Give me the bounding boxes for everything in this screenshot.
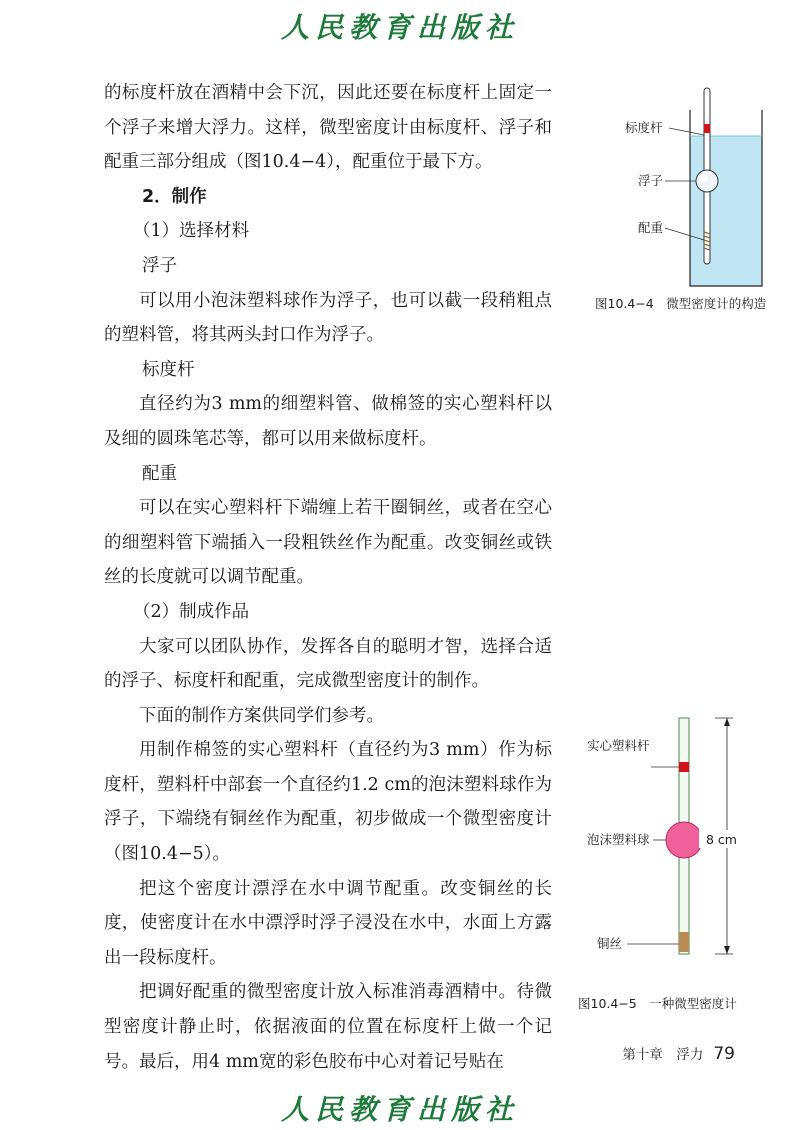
label-rod: 标度杆	[625, 120, 663, 135]
paragraph: 把调好配重的微型密度计放入标准消毒酒精中。待微型密度计静止时，依据液面的位置在标度杆上做一个记号。最后，用4 mm宽的彩色胶布中心对着记号贴在	[104, 982, 552, 1072]
publisher-header: 人民教育出版社	[280, 11, 519, 44]
figure2-drawing	[575, 712, 790, 982]
dim-label: 8 cm	[706, 832, 737, 847]
label-ball: 泡沫塑料球	[587, 832, 650, 847]
section-heading: （1）选择材料	[133, 221, 250, 242]
paragraph: 直径约为3 mm的细塑料管、做棉签的实心塑料杆以及细的圆珠笔芯等，都可以用来做标度杆。	[104, 394, 552, 449]
figure-densimeter-structure	[595, 80, 795, 320]
leader-rod	[669, 128, 704, 135]
label-float: 浮子	[638, 173, 664, 188]
section-heading: 标度杆	[142, 359, 195, 380]
figure1-drawing	[595, 80, 795, 320]
paragraph: 的标度杆放在酒精中会下沉，因此还要在标度杆上固定一个浮子来增大浮力。这样，微型密度计由标度杆、浮子和配重三部分组成（图10.4−4），配重位于最下方。	[104, 83, 552, 173]
copper-wire	[679, 932, 689, 952]
label-wire: 铜丝	[597, 936, 623, 951]
float-highlight	[700, 174, 708, 182]
water	[690, 136, 762, 286]
dim-arrow-bottom	[724, 946, 730, 954]
figure1-caption: 图10.4−4 微型密度计的构造	[595, 296, 767, 311]
dim-arrow-top	[724, 718, 730, 726]
paragraph: 下面的制作方案供同学们参考。	[139, 705, 384, 726]
section-heading: 配重	[142, 463, 177, 484]
paragraph: 把这个密度计漂浮在水中调节配重。改变铜丝的长度，使密度计在水中漂浮时浮子浸没在水中，水面上方露出一段标度杆。	[104, 878, 552, 968]
red-mark	[704, 124, 710, 133]
figure2-caption: 图10.4−5 一种微型密度计	[578, 996, 737, 1011]
label-rod: 实心塑料杆	[587, 738, 650, 753]
red-mark	[679, 762, 689, 772]
publisher-footer: 人民教育出版社	[280, 1093, 519, 1126]
page-footer	[622, 1043, 735, 1064]
body-text	[104, 76, 552, 1079]
paragraph: 可以在实心塑料杆下端缠上若干圈铜丝，或者在空心的细塑料管下端插入一段粗铁丝作为配重。改变铜丝或铁丝的长度就可以调节配重。	[104, 498, 552, 588]
label-weight: 配重	[638, 220, 664, 235]
section-heading: 浮子	[142, 255, 177, 276]
float-ball	[696, 170, 718, 192]
foam-ball	[666, 822, 702, 858]
paragraph: 用制作棉签的实心塑料杆（直径约为3 mm）作为标度杆，塑料杆中部套一个直径约1.2 cm的泡沫塑料球作为浮子，下端绕有铜丝作为配重，初步做成一个微型密度计（图10.4−5）。	[104, 740, 552, 865]
section-heading: （2）制成作品	[133, 601, 250, 622]
page-number: 79	[713, 1044, 735, 1064]
section-heading: 2．制作	[142, 186, 207, 207]
paragraph: 大家可以团队协作，发挥各自的聪明才智，选择合适的浮子、标度杆和配重，完成微型密度计的制作。	[104, 636, 552, 692]
paragraph: 可以用小泡沫塑料球作为浮子，也可以截一段稍粗点的塑料管，将其两头封口作为浮子。	[104, 290, 552, 346]
chapter-title: 第十章 浮力	[622, 1047, 704, 1063]
figure-simple-densimeter	[575, 712, 790, 1012]
